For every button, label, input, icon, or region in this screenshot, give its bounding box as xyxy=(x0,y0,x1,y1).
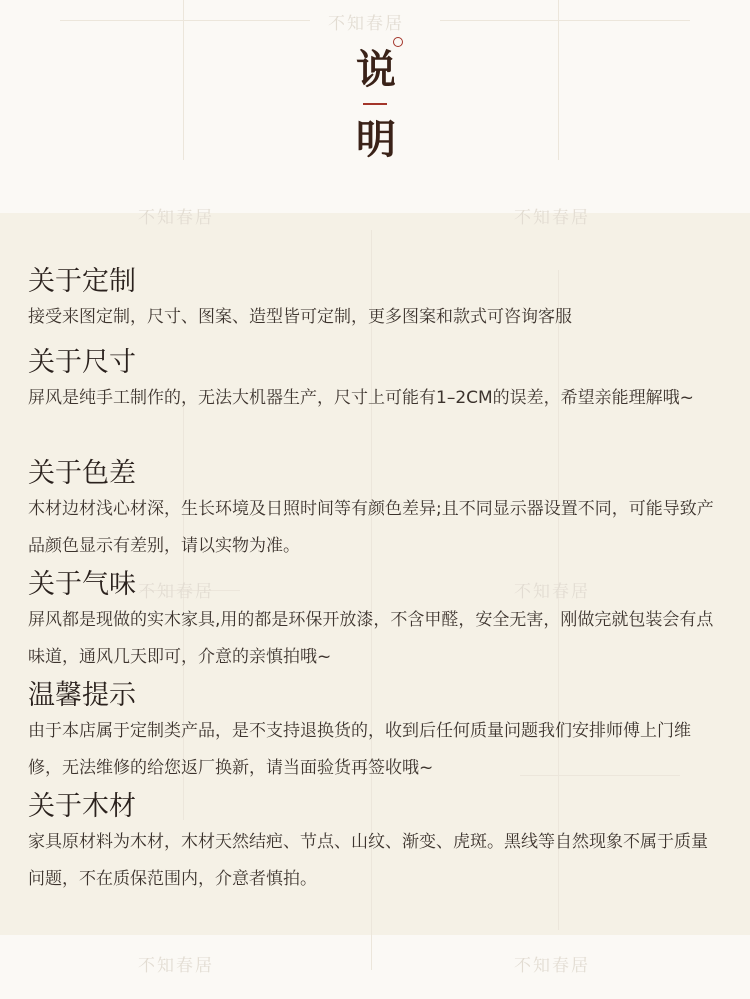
title-char-2: 明 xyxy=(356,116,396,163)
watermark-text: 不知春居 xyxy=(328,14,404,34)
watermark-text: 不知春居 xyxy=(514,956,590,976)
section-heading: 关于木材 xyxy=(28,791,136,822)
section-body: 屏风都是现做的实木家具,用的都是环保开放漆，不含甲醛，安全无害，刚做完就包装会有点味道，通风几天即可，介意的亲慎拍哦~ xyxy=(28,610,714,667)
section-body: 接受来图定制，尺寸、图案、造型皆可定制，更多图案和款式可咨询客服 xyxy=(28,307,572,327)
page-title xyxy=(340,34,410,174)
watermark-text: 不知春居 xyxy=(138,582,214,602)
watermark-text: 不知春居 xyxy=(514,582,590,602)
section-custom xyxy=(28,265,718,336)
title-char-1: 说 xyxy=(356,46,396,93)
section-heading: 关于气味 xyxy=(28,569,136,600)
divider-line xyxy=(558,0,559,160)
watermark-text: 不知春居 xyxy=(138,208,214,228)
section-body: 家具原材料为木材，木材天然结疤、节点、山纹、渐变、虎斑。黑线等自然现象不属于质量问题，不在质保范围内，介意者慎拍。 xyxy=(28,832,708,889)
section-smell xyxy=(28,568,718,676)
divider-line xyxy=(440,20,690,21)
footer-area xyxy=(0,935,750,999)
circle-ornament-icon xyxy=(393,37,403,47)
watermark-text: 不知春居 xyxy=(138,956,214,976)
section-heading: 关于尺寸 xyxy=(28,347,136,378)
watermark-text: 不知春居 xyxy=(514,208,590,228)
section-heading: 关于色差 xyxy=(28,458,136,489)
section-heading: 关于定制 xyxy=(28,266,136,297)
section-body: 屏风是纯手工制作的，无法大机器生产，尺寸上可能有1–2CM的误差，希望亲能理解哦~ xyxy=(28,388,694,408)
section-body: 由于本店属于定制类产品，是不支持退换货的，收到后任何质量问题我们安排师傅上门维修，无法维修的给您返厂换新，请当面验货再签收哦~ xyxy=(28,721,691,778)
divider-line xyxy=(60,20,310,21)
divider-line xyxy=(183,0,184,160)
section-body: 木材边材浅心材深，生长环境及日照时间等有颜色差异;且不同显示器设置不同，可能导致产品颜色显示有差别，请以实物为准。 xyxy=(28,499,714,556)
section-tips xyxy=(28,679,718,787)
accent-dash xyxy=(363,103,387,105)
section-color xyxy=(28,457,718,565)
section-wood xyxy=(28,790,718,898)
section-heading: 温馨提示 xyxy=(28,680,136,711)
section-size xyxy=(28,346,718,417)
